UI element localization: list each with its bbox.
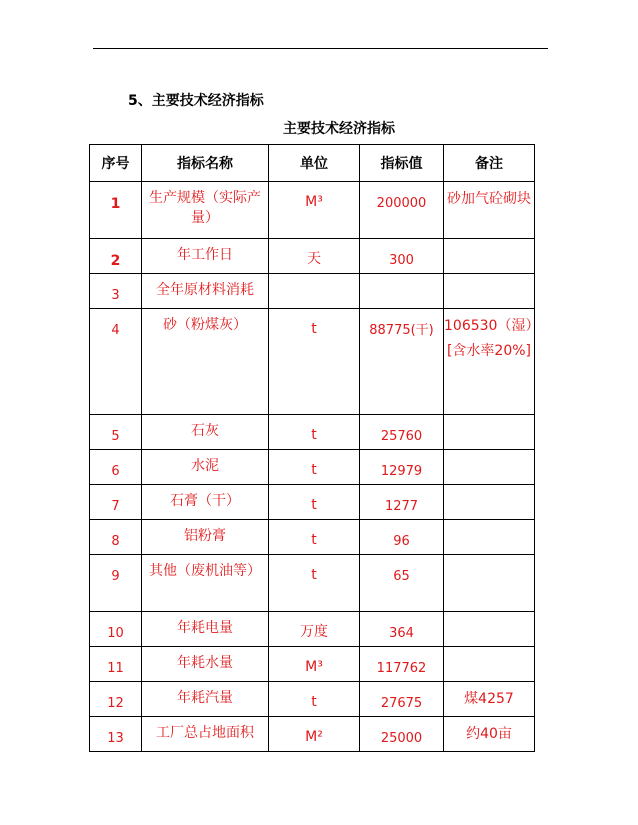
cell-name [142,239,269,274]
cell-index [90,647,142,682]
cell-value-text: 27675 [380,696,423,711]
cell-unit [269,485,360,520]
cell-name [142,555,269,612]
cell-unit [269,450,360,485]
cell-name [142,274,269,309]
cell-value [360,274,444,309]
cell-unit-text: t [311,497,317,513]
cell-value [360,450,444,485]
cell-value-text: 88775(干) [369,323,434,338]
cell-index-text: 1 [110,196,121,212]
cell-unit [269,717,360,752]
cell-name [142,647,269,682]
header-unit: 单位 [269,145,360,182]
cell-note-text: 砂加气砼砌块 [447,191,531,207]
cell-unit [269,555,360,612]
cell-index-text: 13 [107,731,124,746]
table-row [90,717,535,752]
header-rule [93,48,548,49]
cell-name [142,309,269,415]
cell-name-text: 工厂总占地面积 [156,725,254,741]
cell-note-text: 106530（湿） [444,318,540,334]
table-row [90,682,535,717]
cell-note [444,647,535,682]
cell-name [142,682,269,717]
cell-note-text [444,239,534,245]
cell-unit-text: t [311,462,317,478]
cell-name-text: 生产规模（实际产量） [149,190,261,226]
cell-value [360,239,444,274]
table-row [90,239,535,274]
cell-note-text [444,555,534,561]
cell-note-text [444,415,534,421]
cell-value [360,415,444,450]
cell-name [142,612,269,647]
cell-name [142,415,269,450]
cell-index-text: 8 [111,534,120,549]
cell-index-text: 5 [111,429,120,444]
cell-unit-text: M³ [305,659,323,675]
cell-note [444,450,535,485]
cell-value-text: 1277 [384,499,419,514]
cell-note [444,682,535,717]
header-index: 序号 [90,145,142,182]
cell-index [90,309,142,415]
cell-name-text: 年耗水量 [177,655,233,671]
cell-index [90,450,142,485]
cell-value-text: 117762 [376,661,427,676]
cell-unit [269,239,360,274]
cell-note-text [444,274,534,280]
cell-unit-text: t [311,427,317,443]
cell-note [444,717,535,752]
cell-name [142,717,269,752]
cell-name [142,450,269,485]
cell-index [90,717,142,752]
cell-index-text: 4 [111,323,120,338]
table-row [90,555,535,612]
cell-index-text: 2 [110,253,121,269]
indicators-table [89,144,540,752]
cell-value-text: 200000 [376,196,427,211]
cell-index [90,555,142,612]
cell-index-text: 11 [107,661,124,676]
cell-note [444,415,535,450]
cell-value [360,485,444,520]
cell-note [444,520,535,555]
cell-unit [269,612,360,647]
cell-index-text: 10 [107,626,124,641]
cell-value [360,647,444,682]
cell-unit [269,520,360,555]
cell-index-text: 6 [111,464,120,479]
cell-name-text: 砂（粉煤灰） [163,317,247,333]
cell-index-text: 7 [111,499,120,514]
cell-note-text: 约40亩 [466,726,512,742]
table-header-row [90,145,535,182]
cell-value-text [360,274,443,286]
table-row [90,485,535,520]
table-row [90,612,535,647]
cell-value [360,555,444,612]
cell-unit-text: 天 [307,251,321,267]
table-row [90,274,535,309]
cell-value [360,682,444,717]
cell-note-text [444,520,534,526]
cell-unit [269,309,360,415]
cell-index [90,485,142,520]
cell-unit [269,274,360,309]
cell-name [142,182,269,239]
cell-index [90,415,142,450]
cell-note [444,555,535,612]
cell-value-text: 25000 [380,731,423,746]
table-row [90,182,535,239]
cell-unit [269,182,360,239]
cell-unit-text: 万度 [300,624,328,640]
cell-value-text: 25760 [380,429,423,444]
cell-note [444,309,540,415]
cell-note [444,182,535,239]
table-row [90,450,535,485]
cell-index [90,239,142,274]
cell-name-text: 年工作日 [177,247,233,263]
cell-value-text: 12979 [380,464,423,479]
cell-unit-text: M² [305,729,323,745]
cell-name-text: 全年原材料消耗 [156,282,254,298]
cell-note-text [444,485,534,491]
cell-index-text: 3 [111,288,120,303]
cell-index-text: 9 [111,569,120,584]
cell-value [360,182,444,239]
cell-note-text [444,450,534,456]
header-value: 指标值 [360,145,444,182]
cell-unit-text: t [311,567,317,583]
cell-index [90,274,142,309]
cell-index [90,682,142,717]
cell-name-text: 水泥 [191,458,219,474]
cell-note-text [444,647,534,653]
table-body [90,182,540,752]
cell-index [90,520,142,555]
header-name: 指标名称 [142,145,269,182]
table-row [90,520,535,555]
cell-unit-text: t [311,694,317,710]
cell-name-text: 铝粉膏 [184,528,226,544]
cell-name-text: 年耗汽量 [177,690,233,706]
cell-index-text: 12 [107,696,124,711]
cell-name-text: 年耗电量 [177,620,233,636]
cell-note-text: 煤4257 [464,691,514,707]
table-caption: 主要技术经济指标 [283,121,395,137]
cell-name-text: 石膏（干） [170,493,240,509]
cell-value [360,520,444,555]
table-row [90,309,535,415]
cell-value [360,309,444,415]
cell-value-text: 300 [389,253,414,268]
cell-note [444,612,535,647]
cell-unit-text: t [311,532,317,548]
section-heading: 5、主要技术经济指标 [128,93,264,109]
cell-note [444,485,535,520]
cell-name [142,485,269,520]
cell-note-extra: [含水率20%] [446,343,532,359]
cell-unit [269,647,360,682]
cell-unit [269,415,360,450]
cell-name [142,520,269,555]
cell-value-text: 65 [393,569,410,584]
cell-value [360,717,444,752]
cell-name-text: 其他（废机油等） [149,563,261,579]
cell-name-text: 石灰 [191,423,219,439]
cell-note [444,239,535,274]
cell-index [90,612,142,647]
cell-index [90,182,142,239]
cell-value-text: 96 [393,534,410,549]
cell-unit [269,682,360,717]
cell-note-text [444,612,534,618]
table-row [90,647,535,682]
header-note: 备注 [444,145,535,182]
cell-unit-text: M³ [305,194,323,210]
cell-value [360,612,444,647]
cell-unit-text [269,274,359,284]
table-row [90,415,535,450]
cell-unit-text: t [311,321,317,337]
cell-value-text: 364 [389,626,414,641]
cell-note [444,274,535,309]
